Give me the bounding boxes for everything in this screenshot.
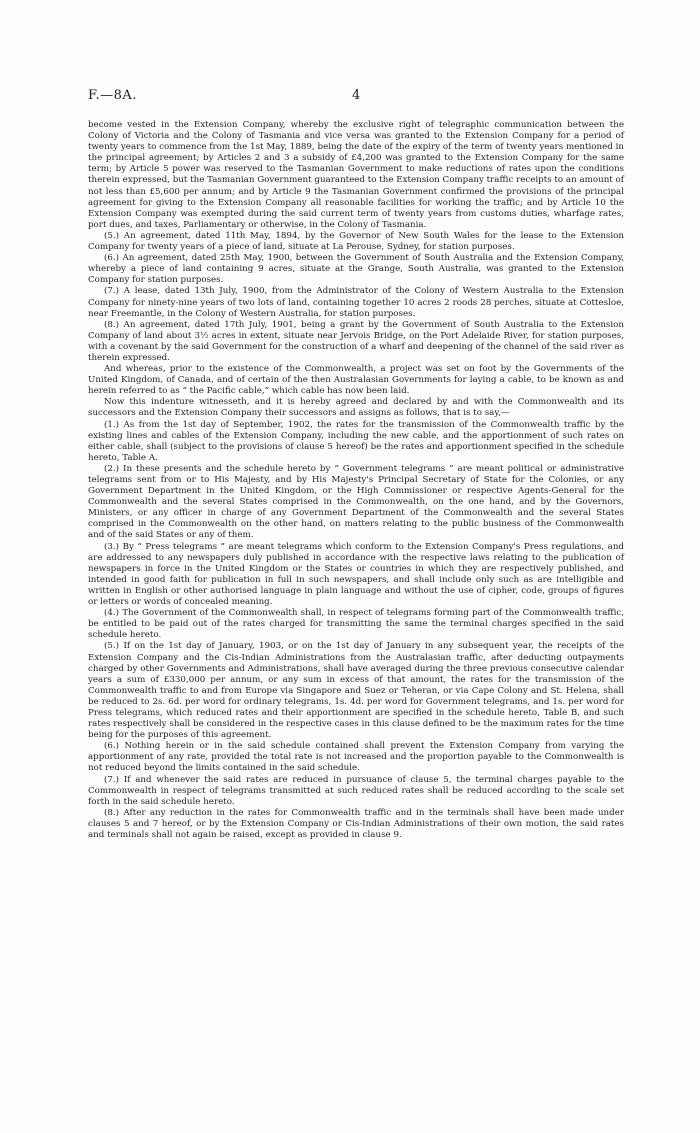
document-reference: F.—8A. [88, 88, 137, 103]
paragraph-clause-3: (3.) By “ Press telegrams ” are meant telegrams which conform to the Extension Company's Press regulations, and are addressed to any newspapers duly published in accordance with the respective laws relating to the publication of newspapers in force in the United Kingdom or the States or countries in which they are respectively published, and intended in good faith for publication in full in such newspapers, and shall include only such as are intelligible and written in English or other authorised language in plain language and without the use of cipher, code, groups of figures or letters or words of concealed meaning. [88, 541, 624, 608]
paragraph-recital-8: (8.) An agreement, dated 17th July, 1901, being a grant by the Government of South Australia to the Extension Company of land about 3½ acres in extent, situate near Jervois Bridge, on the Port Adelaide River, for station purposes, with a covenant by the said Government for the construction of a wharf and deepening of the channel of the said river as therein expressed. [88, 319, 624, 363]
paragraph-clause-7: (7.) If and whenever the said rates are reduced in pursuance of clause 5, the terminal charges payable to the Commonwealth in respect of telegrams transmitted at such reduced rates shall be reduced according to the scale set forth in the said schedule hereto. [88, 774, 624, 807]
paragraph-clause-8: (8.) After any reduction in the rates for Commonwealth traffic and in the terminals shall have been made under clauses 5 and 7 hereof, or by the Extension Company or Cis-Indian Administrations of their own motion, the said rates and terminals shall not again be raised, except as provided in clause 9. [88, 807, 624, 840]
paragraph-clause-4: (4.) The Government of the Commonwealth shall, in respect of telegrams forming part of the Commonwealth traffic, be entitled to be paid out of the rates charged for transmitting the same the terminal charges specified in the said schedule hereto. [88, 608, 624, 641]
paragraph-clause-5: (5.) If on the 1st day of January, 1903, or on the 1st day of January in any subsequent year, the receipts of the Extension Company and the Cis-Indian Administrations from the Australasian traffic, after deducting outpayments charged by other Governments and Administrations, shall have averaged during the three previous consecutive calendar years a sum of £330,000 per annum, or any sum in excess of that amount, the rates for the transmission of the Commonwealth traffic to and from Europe via Singapore and Suez or Teheran, or via Cape Colony and St. Helena, shall be reduced to 2s. 6d. per word for ordinary telegrams, 1s. 4d. per word for Government telegrams, and 1s. per word for Press telegrams, which reduced rates and their apportionment are specified in the schedule hereto, Table B, and such rates respectively shall be considered in the respective cases in this clause defined to be the maximum rates for the time being for the purposes of this agreement. [88, 641, 624, 741]
paragraph-recital-5: (5.) An agreement, dated 11th May, 1894, by the Governor of New South Wales for the lease to the Extension Company for twenty years of a piece of land, situate at La Perouse, Sydney, for station purposes. [88, 230, 624, 253]
paragraph-continuation: become vested in the Extension Company, whereby the exclusive right of telegraphic communication between the Colony of Victoria and the Colony of Tasmania and vice versa was granted to the Extension Company for a period of twenty years to commence from the 1st May, 1889, being the date of the expiry of the term of twenty years mentioned in the principal agreement; by Articles 2 and 3 a subsidy of £4,200 was granted to the Extension Company for the same term; by Article 5 power was reserved to the Tasmanian Government to make reductions of rates upon the conditions therein expressed, but the Tasmanian Government guaranteed to the Extension Company traffic receipts to an amount of not less than £5,600 per annum; and by Article 9 the Tasmanian Government confirmed the provisions of the principal agreement for giving to the Extension Company all reasonable facilities for working the traffic; and by Article 10 the Extension Company was exempted during the said current term of twenty years from customs duties, wharfage rates, port dues, and taxes, Parliamentary or otherwise, in the Colony of Tasmania. [88, 120, 624, 230]
paragraph-clause-6: (6.) Nothing herein or in the said schedule contained shall prevent the Extension Company from varying the apportionment of any rate, provided the total rate is not increased and the proportion payable to the Commonwealth is not reduced beyond the limits contained in the said schedule. [88, 741, 624, 774]
page-number: 4 [352, 88, 361, 103]
paragraph-clause-1: (1.) As from the 1st day of September, 1902, the rates for the transmission of the Commonwealth traffic by the existing lines and cables of the Extension Company, including the new cable, and the apportionment of such rates on either cable, shall (subject to the provisions of clause 5 hereof) be the rates and apportionment specified in the schedule hereto, Table A. [88, 419, 624, 463]
paragraph-clause-2: (2.) In these presents and the schedule hereto by “ Government telegrams ” are meant political or administrative telegrams sent from or to His Majesty, and by His Majesty's Principal Secretary of State for the Colonies, or any Government Department in the United Kingdom, or the High Commissioner or respective Agents-General for the Commonwealth and the several States comprised in the Commonwealth, on the one hand, and by the Governors, Ministers, or any officer in charge of any Government Department of the Commonwealth and the several States comprised in the Commonwealth on the other hand, on matters relating to the public business of the Commonwealth and of the said States or any of them. [88, 463, 624, 541]
paragraph-pacific-cable: And whereas, prior to the existence of the Commonwealth, a project was set on foot by the Governments of the United Kingdom, of Canada, and of certain of the then Australasian Governments for laying a cable, to be known as and herein referred to as “ the Pacific cable,” which cable has now been laid. [88, 364, 624, 397]
document-body [88, 120, 624, 841]
page-header [88, 88, 636, 106]
paragraph-witnesseth: Now this indenture witnesseth, and it is hereby agreed and declared by and with the Commonwealth and its successors and the Extension Company their successors and assigns as follows, that is to say,— [88, 397, 624, 419]
paragraph-recital-6: (6.) An agreement, dated 25th May, 1900, between the Government of South Australia and the Extension Company, whereby a piece of land containing 9 acres, situate at the Grange, South Australia, was granted to the Extension Company for station purposes. [88, 253, 624, 286]
paragraph-recital-7: (7.) A lease, dated 13th July, 1900, from the Administrator of the Colony of Western Australia to the Extension Company for ninety-nine years of two lots of land, containing together 10 acres 2 roods 28 perches, situate at Cottesloe, near Freemantle, in the Colony of Western Australia, for station purposes. [88, 286, 624, 319]
